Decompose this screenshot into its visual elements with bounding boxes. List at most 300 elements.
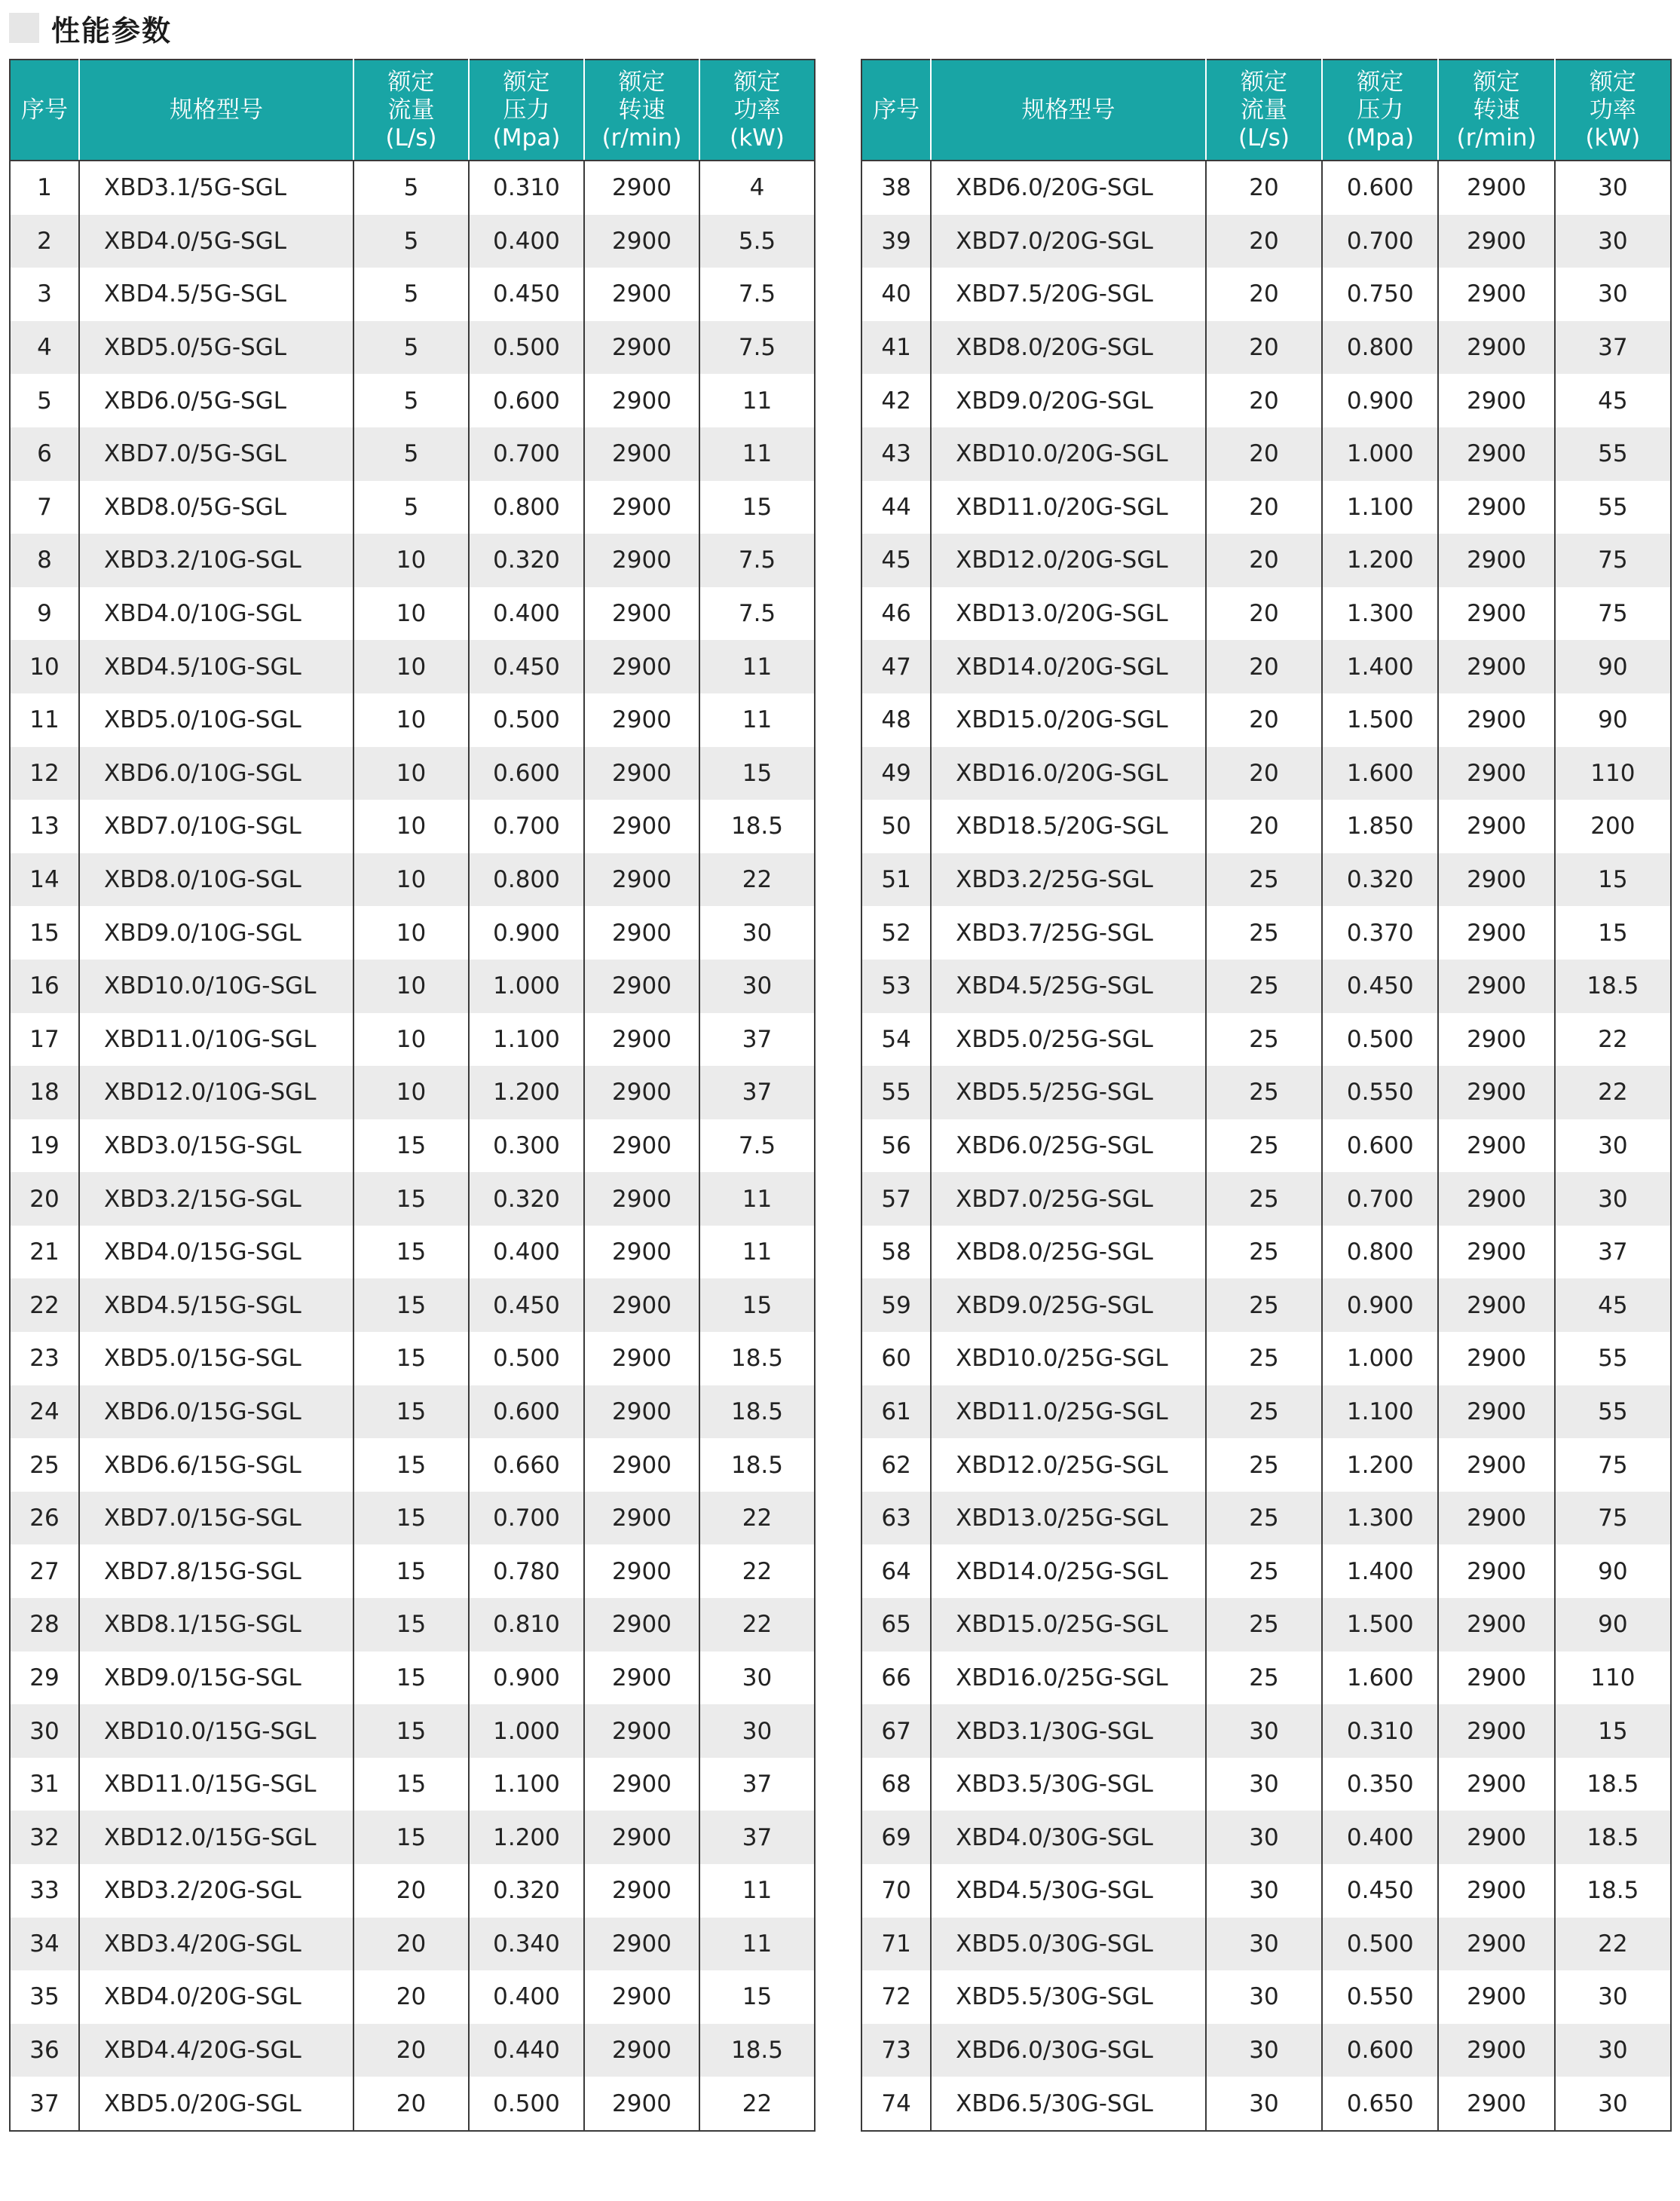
cell-speed: 2900: [584, 960, 699, 1013]
cell-power: 75: [1555, 534, 1671, 587]
cell-flow: 10: [353, 906, 469, 960]
table-row: [10, 427, 815, 481]
cell-index: 28: [10, 1598, 79, 1652]
cell-power: 30: [1555, 1970, 1671, 2024]
cell-flow: 10: [353, 853, 469, 907]
cell-pressure: 0.310: [1322, 1704, 1438, 1758]
cell-model: XBD14.0/20G-SGL: [931, 640, 1206, 693]
table-row: [861, 2024, 1671, 2077]
cell-flow: 10: [353, 1066, 469, 1119]
cell-power: 11: [699, 1226, 815, 1279]
cell-pressure: 1.100: [469, 1013, 584, 1067]
cell-speed: 2900: [1438, 2024, 1554, 2077]
table-row: [861, 1385, 1671, 1439]
cell-speed: 2900: [1438, 853, 1554, 907]
cell-speed: 2900: [1438, 1172, 1554, 1226]
cell-pressure: 0.400: [469, 587, 584, 641]
cell-power: 200: [1555, 800, 1671, 853]
table-row: [861, 1278, 1671, 1332]
table-row: [10, 1918, 815, 1971]
cell-flow: 15: [353, 1544, 469, 1598]
cell-pressure: 0.320: [1322, 853, 1438, 907]
cell-model: XBD3.2/20G-SGL: [79, 1864, 353, 1918]
cell-model: XBD11.0/15G-SGL: [79, 1758, 353, 1811]
table-row: [861, 1918, 1671, 1971]
cell-model: XBD13.0/25G-SGL: [931, 1492, 1206, 1545]
table-row: [10, 2077, 815, 2131]
cell-pressure: 1.100: [1322, 1385, 1438, 1439]
cell-flow: 25: [1206, 1598, 1322, 1652]
cell-pressure: 0.440: [469, 2024, 584, 2077]
cell-flow: 5: [353, 374, 469, 427]
cell-pressure: 1.400: [1322, 1544, 1438, 1598]
cell-power: 37: [699, 1066, 815, 1119]
cell-flow: 20: [1206, 534, 1322, 587]
cell-flow: 30: [1206, 1704, 1322, 1758]
cell-speed: 2900: [1438, 1385, 1554, 1439]
cell-flow: 20: [353, 2077, 469, 2131]
cell-power: 22: [699, 1598, 815, 1652]
cell-pressure: 0.700: [1322, 1172, 1438, 1226]
cell-pressure: 0.320: [469, 1172, 584, 1226]
cell-speed: 2900: [1438, 640, 1554, 693]
table-row: [10, 1758, 815, 1811]
cell-power: 15: [699, 1278, 815, 1332]
cell-pressure: 0.400: [1322, 1811, 1438, 1864]
cell-speed: 2900: [584, 587, 699, 641]
cell-flow: 30: [1206, 1811, 1322, 1864]
cell-pressure: 0.660: [469, 1438, 584, 1492]
cell-index: 46: [861, 587, 931, 641]
table-row: [861, 1013, 1671, 1067]
cell-speed: 2900: [584, 747, 699, 801]
cell-power: 18.5: [1555, 1864, 1671, 1918]
cell-speed: 2900: [584, 1332, 699, 1385]
cell-power: 5.5: [699, 215, 815, 268]
cell-power: 22: [1555, 1013, 1671, 1067]
table-row: [861, 853, 1671, 907]
cell-pressure: 1.850: [1322, 800, 1438, 853]
cell-speed: 2900: [584, 906, 699, 960]
cell-pressure: 0.780: [469, 1544, 584, 1598]
cell-power: 30: [1555, 215, 1671, 268]
cell-speed: 2900: [584, 374, 699, 427]
cell-power: 22: [699, 1492, 815, 1545]
table-row: [10, 960, 815, 1013]
cell-power: 55: [1555, 1385, 1671, 1439]
cell-pressure: 0.900: [469, 1652, 584, 1705]
header-power: 额定 功率 (kW): [699, 60, 815, 161]
cell-pressure: 1.000: [469, 960, 584, 1013]
cell-model: XBD8.0/20G-SGL: [931, 321, 1206, 375]
cell-model: XBD10.0/20G-SGL: [931, 427, 1206, 481]
table-row: [10, 1066, 815, 1119]
cell-pressure: 0.750: [1322, 268, 1438, 321]
cell-flow: 20: [353, 1970, 469, 2024]
cell-speed: 2900: [584, 1066, 699, 1119]
cell-speed: 2900: [584, 215, 699, 268]
cell-speed: 2900: [1438, 800, 1554, 853]
cell-pressure: 1.500: [1322, 693, 1438, 747]
cell-index: 54: [861, 1013, 931, 1067]
cell-model: XBD14.0/25G-SGL: [931, 1544, 1206, 1598]
table-row: [10, 853, 815, 907]
cell-model: XBD6.0/25G-SGL: [931, 1119, 1206, 1173]
cell-model: XBD3.2/15G-SGL: [79, 1172, 353, 1226]
table-row: [10, 1970, 815, 2024]
cell-pressure: 0.810: [469, 1598, 584, 1652]
table-row: [10, 1332, 815, 1385]
cell-pressure: 0.800: [469, 853, 584, 907]
cell-model: XBD4.4/20G-SGL: [79, 2024, 353, 2077]
cell-flow: 20: [1206, 215, 1322, 268]
table-row: [10, 268, 815, 321]
cell-index: 59: [861, 1278, 931, 1332]
cell-model: XBD4.5/5G-SGL: [79, 268, 353, 321]
cell-power: 30: [699, 960, 815, 1013]
cell-speed: 2900: [1438, 1438, 1554, 1492]
table-row: [861, 534, 1671, 587]
table-row: [10, 534, 815, 587]
cell-pressure: 0.600: [469, 747, 584, 801]
cell-power: 18.5: [699, 1438, 815, 1492]
cell-model: XBD8.0/5G-SGL: [79, 481, 353, 534]
cell-model: XBD12.0/25G-SGL: [931, 1438, 1206, 1492]
cell-model: XBD4.0/5G-SGL: [79, 215, 353, 268]
cell-power: 11: [699, 427, 815, 481]
cell-index: 39: [861, 215, 931, 268]
cell-pressure: 0.450: [1322, 1864, 1438, 1918]
cell-power: 22: [699, 2077, 815, 2131]
cell-speed: 2900: [1438, 481, 1554, 534]
cell-flow: 25: [1206, 1119, 1322, 1173]
cell-power: 30: [699, 1652, 815, 1705]
spec-table-left: [9, 59, 816, 2132]
cell-index: 11: [10, 693, 79, 747]
cell-power: 18.5: [699, 2024, 815, 2077]
header-power: 额定 功率 (kW): [1555, 60, 1671, 161]
table-row: [10, 693, 815, 747]
cell-power: 30: [1555, 2024, 1671, 2077]
cell-index: 31: [10, 1758, 79, 1811]
table-row: [10, 747, 815, 801]
cell-index: 62: [861, 1438, 931, 1492]
cell-model: XBD3.2/10G-SGL: [79, 534, 353, 587]
cell-power: 11: [699, 1172, 815, 1226]
cell-speed: 2900: [584, 1918, 699, 1971]
cell-speed: 2900: [584, 481, 699, 534]
cell-model: XBD6.0/10G-SGL: [79, 747, 353, 801]
header-model: 规格型号: [931, 60, 1206, 161]
cell-index: 72: [861, 1970, 931, 2024]
cell-speed: 2900: [584, 268, 699, 321]
cell-power: 30: [1555, 268, 1671, 321]
cell-model: XBD8.1/15G-SGL: [79, 1598, 353, 1652]
cell-speed: 2900: [584, 1544, 699, 1598]
cell-power: 11: [699, 640, 815, 693]
cell-speed: 2900: [584, 427, 699, 481]
cell-speed: 2900: [1438, 374, 1554, 427]
page-title: 性能参数: [51, 14, 173, 47]
cell-index: 26: [10, 1492, 79, 1545]
cell-pressure: 0.350: [1322, 1758, 1438, 1811]
cell-power: 45: [1555, 1278, 1671, 1332]
table-row: [861, 1119, 1671, 1173]
header-speed: 额定 转速 (r/min): [1438, 60, 1554, 161]
cell-pressure: 1.100: [1322, 481, 1438, 534]
cell-model: XBD6.0/15G-SGL: [79, 1385, 353, 1439]
cell-model: XBD4.0/20G-SGL: [79, 1970, 353, 2024]
cell-power: 22: [699, 853, 815, 907]
cell-flow: 25: [1206, 1544, 1322, 1598]
table-row: [10, 2024, 815, 2077]
table-row: [861, 1226, 1671, 1279]
cell-speed: 2900: [1438, 161, 1554, 215]
cell-power: 4: [699, 161, 815, 215]
cell-flow: 20: [1206, 481, 1322, 534]
cell-model: XBD9.0/25G-SGL: [931, 1278, 1206, 1332]
cell-model: XBD4.0/15G-SGL: [79, 1226, 353, 1279]
cell-flow: 20: [353, 1918, 469, 1971]
cell-pressure: 0.800: [1322, 321, 1438, 375]
cell-index: 34: [10, 1918, 79, 1971]
cell-speed: 2900: [1438, 1704, 1554, 1758]
cell-pressure: 0.700: [469, 1492, 584, 1545]
cell-speed: 2900: [584, 1811, 699, 1864]
cell-model: XBD3.1/5G-SGL: [79, 161, 353, 215]
table-row: [861, 374, 1671, 427]
cell-model: XBD7.0/15G-SGL: [79, 1492, 353, 1545]
table-row: [861, 1172, 1671, 1226]
cell-index: 42: [861, 374, 931, 427]
cell-flow: 25: [1206, 853, 1322, 907]
cell-flow: 25: [1206, 1332, 1322, 1385]
cell-index: 69: [861, 1811, 931, 1864]
table-row: [10, 1811, 815, 1864]
cell-index: 66: [861, 1652, 931, 1705]
cell-speed: 2900: [584, 1704, 699, 1758]
cell-model: XBD4.5/25G-SGL: [931, 960, 1206, 1013]
cell-pressure: 0.310: [469, 161, 584, 215]
cell-pressure: 1.200: [1322, 534, 1438, 587]
cell-speed: 2900: [1438, 1066, 1554, 1119]
cell-power: 90: [1555, 1598, 1671, 1652]
table-row: [861, 1704, 1671, 1758]
cell-power: 18.5: [699, 1385, 815, 1439]
cell-flow: 20: [1206, 587, 1322, 641]
table-row: [861, 1811, 1671, 1864]
cell-speed: 2900: [1438, 321, 1554, 375]
cell-model: XBD10.0/25G-SGL: [931, 1332, 1206, 1385]
cell-model: XBD13.0/20G-SGL: [931, 587, 1206, 641]
cell-power: 30: [1555, 2077, 1671, 2131]
cell-index: 27: [10, 1544, 79, 1598]
cell-speed: 2900: [1438, 268, 1554, 321]
cell-flow: 25: [1206, 1278, 1322, 1332]
cell-flow: 15: [353, 1332, 469, 1385]
cell-index: 2: [10, 215, 79, 268]
table-row: [861, 587, 1671, 641]
cell-pressure: 0.600: [469, 1385, 584, 1439]
cell-speed: 2900: [584, 853, 699, 907]
cell-speed: 2900: [1438, 747, 1554, 801]
cell-index: 16: [10, 960, 79, 1013]
cell-pressure: 1.100: [469, 1758, 584, 1811]
table-row: [10, 321, 815, 375]
section-header: [9, 9, 172, 47]
cell-model: XBD12.0/15G-SGL: [79, 1811, 353, 1864]
cell-speed: 2900: [1438, 906, 1554, 960]
cell-power: 11: [699, 1864, 815, 1918]
table-row: [861, 2077, 1671, 2131]
table-row: [861, 1652, 1671, 1705]
cell-flow: 25: [1206, 1172, 1322, 1226]
table-row: [861, 161, 1671, 215]
cell-speed: 2900: [1438, 1013, 1554, 1067]
cell-index: 8: [10, 534, 79, 587]
table-row: [861, 906, 1671, 960]
table-row: [861, 1492, 1671, 1545]
table-row: [861, 1864, 1671, 1918]
cell-index: 43: [861, 427, 931, 481]
cell-speed: 2900: [584, 1172, 699, 1226]
cell-index: 64: [861, 1544, 931, 1598]
cell-model: XBD7.0/20G-SGL: [931, 215, 1206, 268]
table-row: [861, 1544, 1671, 1598]
table-row: [10, 1598, 815, 1652]
cell-index: 17: [10, 1013, 79, 1067]
cell-index: 51: [861, 853, 931, 907]
table-row: [861, 1970, 1671, 2024]
cell-model: XBD16.0/20G-SGL: [931, 747, 1206, 801]
cell-speed: 2900: [1438, 534, 1554, 587]
cell-model: XBD3.1/30G-SGL: [931, 1704, 1206, 1758]
cell-model: XBD7.0/5G-SGL: [79, 427, 353, 481]
cell-flow: 30: [1206, 1758, 1322, 1811]
cell-pressure: 1.300: [1322, 587, 1438, 641]
table-row: [861, 960, 1671, 1013]
cell-speed: 2900: [1438, 1544, 1554, 1598]
table-row: [10, 1544, 815, 1598]
cell-flow: 15: [353, 1172, 469, 1226]
cell-power: 15: [1555, 853, 1671, 907]
cell-power: 15: [1555, 1704, 1671, 1758]
cell-pressure: 0.500: [1322, 1918, 1438, 1971]
cell-model: XBD8.0/10G-SGL: [79, 853, 353, 907]
cell-power: 30: [1555, 1172, 1671, 1226]
cell-power: 22: [699, 1544, 815, 1598]
cell-model: XBD4.5/10G-SGL: [79, 640, 353, 693]
cell-pressure: 0.450: [1322, 960, 1438, 1013]
cell-pressure: 1.200: [1322, 1438, 1438, 1492]
cell-power: 22: [1555, 1066, 1671, 1119]
cell-speed: 2900: [1438, 2077, 1554, 2131]
cell-speed: 2900: [584, 1119, 699, 1173]
cell-flow: 5: [353, 215, 469, 268]
cell-pressure: 1.600: [1322, 747, 1438, 801]
cell-speed: 2900: [1438, 1278, 1554, 1332]
cell-flow: 20: [1206, 374, 1322, 427]
cell-flow: 10: [353, 747, 469, 801]
cell-model: XBD11.0/25G-SGL: [931, 1385, 1206, 1439]
table-body: [861, 161, 1671, 2131]
cell-flow: 30: [1206, 1864, 1322, 1918]
cell-pressure: 0.600: [1322, 2024, 1438, 2077]
cell-pressure: 0.600: [469, 374, 584, 427]
header-index: 序号: [10, 60, 79, 161]
table-row: [861, 1332, 1671, 1385]
header-speed: 额定 转速 (r/min): [584, 60, 699, 161]
cell-pressure: 1.200: [469, 1811, 584, 1864]
table-row: [861, 481, 1671, 534]
cell-pressure: 0.900: [1322, 1278, 1438, 1332]
table-row: [861, 1438, 1671, 1492]
cell-flow: 15: [353, 1598, 469, 1652]
cell-model: XBD3.0/15G-SGL: [79, 1119, 353, 1173]
cell-speed: 2900: [584, 693, 699, 747]
cell-index: 73: [861, 2024, 931, 2077]
cell-power: 75: [1555, 587, 1671, 641]
cell-speed: 2900: [1438, 587, 1554, 641]
cell-power: 37: [699, 1811, 815, 1864]
table-row: [861, 321, 1671, 375]
cell-index: 21: [10, 1226, 79, 1279]
cell-speed: 2900: [1438, 1652, 1554, 1705]
cell-speed: 2900: [584, 161, 699, 215]
cell-speed: 2900: [1438, 1119, 1554, 1173]
cell-speed: 2900: [584, 1970, 699, 2024]
table-row: [10, 1013, 815, 1067]
table-row: [861, 693, 1671, 747]
cell-power: 37: [699, 1758, 815, 1811]
cell-model: XBD5.0/5G-SGL: [79, 321, 353, 375]
cell-flow: 15: [353, 1226, 469, 1279]
cell-index: 44: [861, 481, 931, 534]
cell-flow: 20: [353, 1864, 469, 1918]
cell-model: XBD5.0/20G-SGL: [79, 2077, 353, 2131]
cell-pressure: 1.200: [469, 1066, 584, 1119]
table-row: [10, 374, 815, 427]
cell-speed: 2900: [584, 1438, 699, 1492]
cell-index: 5: [10, 374, 79, 427]
cell-index: 4: [10, 321, 79, 375]
cell-power: 37: [1555, 321, 1671, 375]
cell-pressure: 0.400: [469, 215, 584, 268]
cell-flow: 15: [353, 1704, 469, 1758]
cell-pressure: 1.500: [1322, 1598, 1438, 1652]
cell-index: 52: [861, 906, 931, 960]
cell-model: XBD10.0/10G-SGL: [79, 960, 353, 1013]
cell-power: 55: [1555, 427, 1671, 481]
cell-model: XBD9.0/10G-SGL: [79, 906, 353, 960]
cell-power: 90: [1555, 693, 1671, 747]
cell-index: 13: [10, 800, 79, 853]
cell-power: 30: [1555, 161, 1671, 215]
cell-power: 110: [1555, 1652, 1671, 1705]
cell-model: XBD5.0/30G-SGL: [931, 1918, 1206, 1971]
table-row: [861, 1758, 1671, 1811]
cell-flow: 5: [353, 427, 469, 481]
cell-pressure: 0.600: [1322, 1119, 1438, 1173]
table-row: [861, 1598, 1671, 1652]
header-row: [10, 60, 815, 161]
cell-index: 9: [10, 587, 79, 641]
cell-index: 40: [861, 268, 931, 321]
cell-pressure: 0.500: [469, 2077, 584, 2131]
cell-model: XBD6.6/15G-SGL: [79, 1438, 353, 1492]
header-flow: 额定 流量 (L/s): [353, 60, 469, 161]
cell-index: 71: [861, 1918, 931, 1971]
